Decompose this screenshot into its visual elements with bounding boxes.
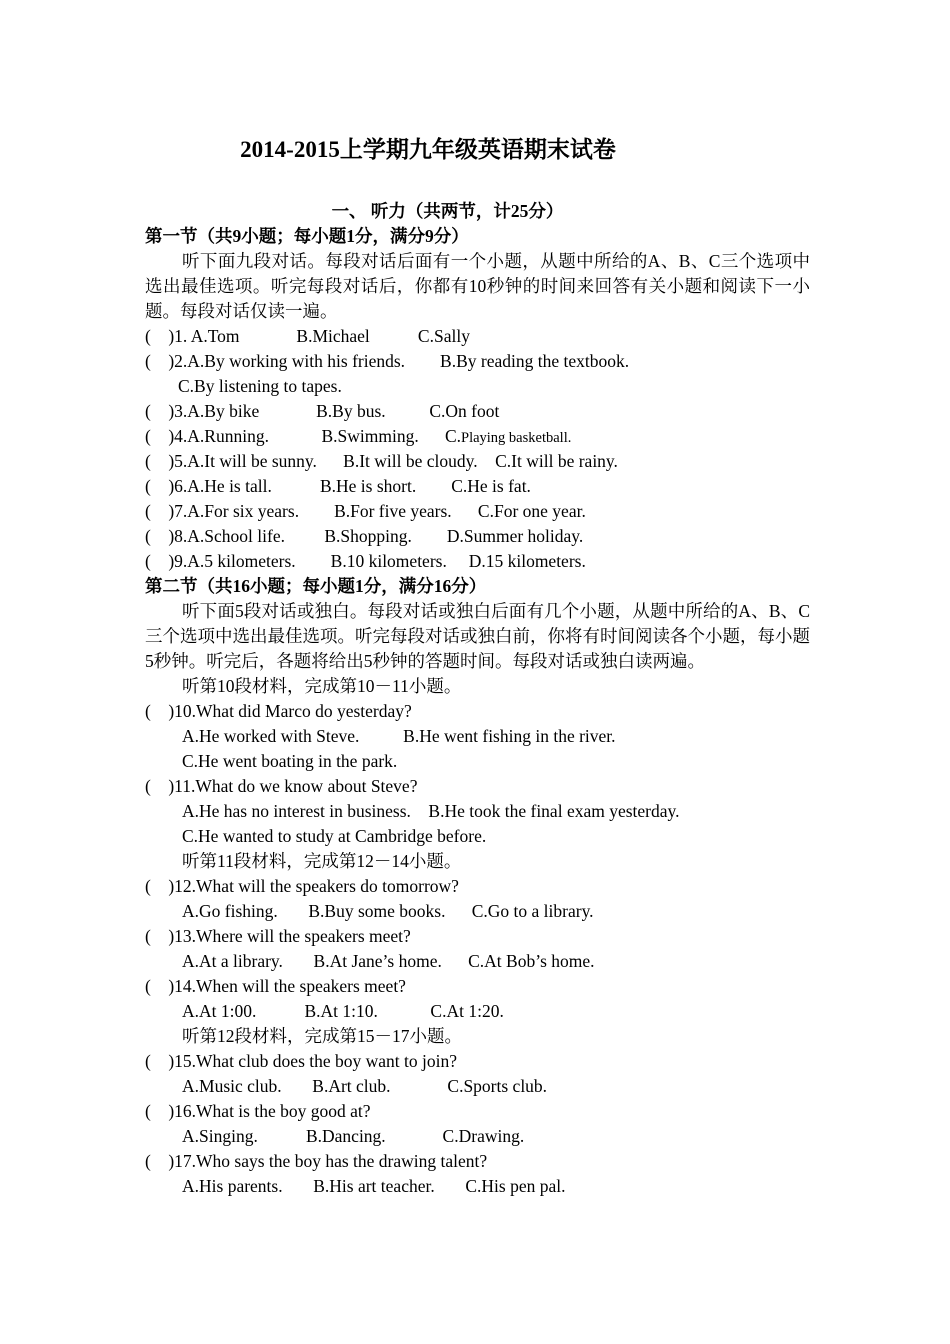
question-3: ( )3.A.By bike B.By bus. C.On foot — [145, 401, 500, 421]
material-12-note: 听第12段材料，完成第15－17小题。 — [182, 1026, 462, 1046]
question-16: ( )16.What is the boy good at? — [145, 1101, 371, 1121]
question-11-option-c: C.He wanted to study at Cambridge before. — [182, 826, 487, 846]
material-10-note: 听第10段材料，完成第10－11小题。 — [182, 676, 462, 696]
question-6: ( )6.A.He is tall. B.He is short. C.He is fat. — [145, 476, 531, 496]
question-10-option-c: C.He went boating in the park. — [182, 751, 398, 771]
question-4-text: ( )4.A.Running. B.Swimming. C. — [145, 426, 461, 446]
question-15: ( )15.What club does the boy want to join? — [145, 1051, 458, 1071]
section1-heading: 第一节（共9小题；每小题1分，满分9分） — [145, 226, 469, 246]
section2-heading: 第二节（共16小题；每小题1分，满分16分） — [145, 576, 487, 596]
question-11-options-ab: A.He has no interest in business. B.He took the final exam yesterday. — [182, 801, 680, 821]
question-12: ( )12.What will the speakers do tomorrow? — [145, 876, 459, 896]
question-10: ( )10.What did Marco do yesterday? — [145, 701, 412, 721]
question-2: ( )2.A.By working with his friends. B.By reading the textbook. — [145, 351, 630, 371]
question-4-option-c: Playing basketball. — [461, 430, 572, 446]
question-17-options: A.His parents. B.His art teacher. C.His pen pal. — [182, 1176, 566, 1196]
section1-instructions: 听下面九段对话。每段对话后面有一个小题，从题中所给的A、B、C三个选项中选出最佳选项。听完每段对话后，你都有10秒钟的时间来回答有关小题和阅读下一小题。每段对话仅读一遍。 — [145, 251, 810, 321]
question-4 — [145, 424, 810, 449]
question-14: ( )14.When will the speakers meet? — [145, 976, 406, 996]
page-title: 2014-2015上学期九年级英语期末试卷 — [240, 137, 616, 162]
question-2-option-c: C.By listening to tapes. — [178, 376, 342, 396]
question-8: ( )8.A.School life. B.Shopping. D.Summer holiday. — [145, 526, 584, 546]
exam-content — [145, 199, 810, 1199]
question-16-options: A.Singing. B.Dancing. C.Drawing. — [182, 1126, 525, 1146]
material-11-note: 听第11段材料，完成第12－14小题。 — [182, 851, 462, 871]
question-14-options: A.At 1:00. B.At 1:10. C.At 1:20. — [182, 1001, 504, 1021]
question-15-options: A.Music club. B.Art club. C.Sports club. — [182, 1076, 548, 1096]
question-13-options: A.At a library. B.At Jane’s home. C.At Bob’s home. — [182, 951, 595, 971]
question-10-options-ab: A.He worked with Steve. B.He went fishing in the river. — [182, 726, 616, 746]
section2-instructions: 听下面5段对话或独白。每段对话或独白后面有几个小题，从题中所给的A、B、C三个选项中选出最佳选项。听完每段对话或独白前，你将有时间阅读各个小题，每小题5秒钟。听完后，各题将给出5秒钟的答题时间。每段对话或独白读两遍。 — [145, 601, 810, 671]
part-heading: 一、 听力（共两节，计25分） — [331, 201, 564, 221]
question-5: ( )5.A.It will be sunny. B.It will be cloudy. C.It will be rainy. — [145, 451, 618, 471]
question-13: ( )13.Where will the speakers meet? — [145, 926, 411, 946]
question-1: ( )1. A.Tom B.Michael C.Sally — [145, 326, 470, 346]
question-7: ( )7.A.For six years. B.For five years. C.For one year. — [145, 501, 586, 521]
question-12-options: A.Go fishing. B.Buy some books. C.Go to a library. — [182, 901, 594, 921]
question-17: ( )17.Who says the boy has the drawing talent? — [145, 1151, 488, 1171]
question-9: ( )9.A.5 kilometers. B.10 kilometers. D.15 kilometers. — [145, 551, 586, 571]
question-11: ( )11.What do we know about Steve? — [145, 776, 418, 796]
